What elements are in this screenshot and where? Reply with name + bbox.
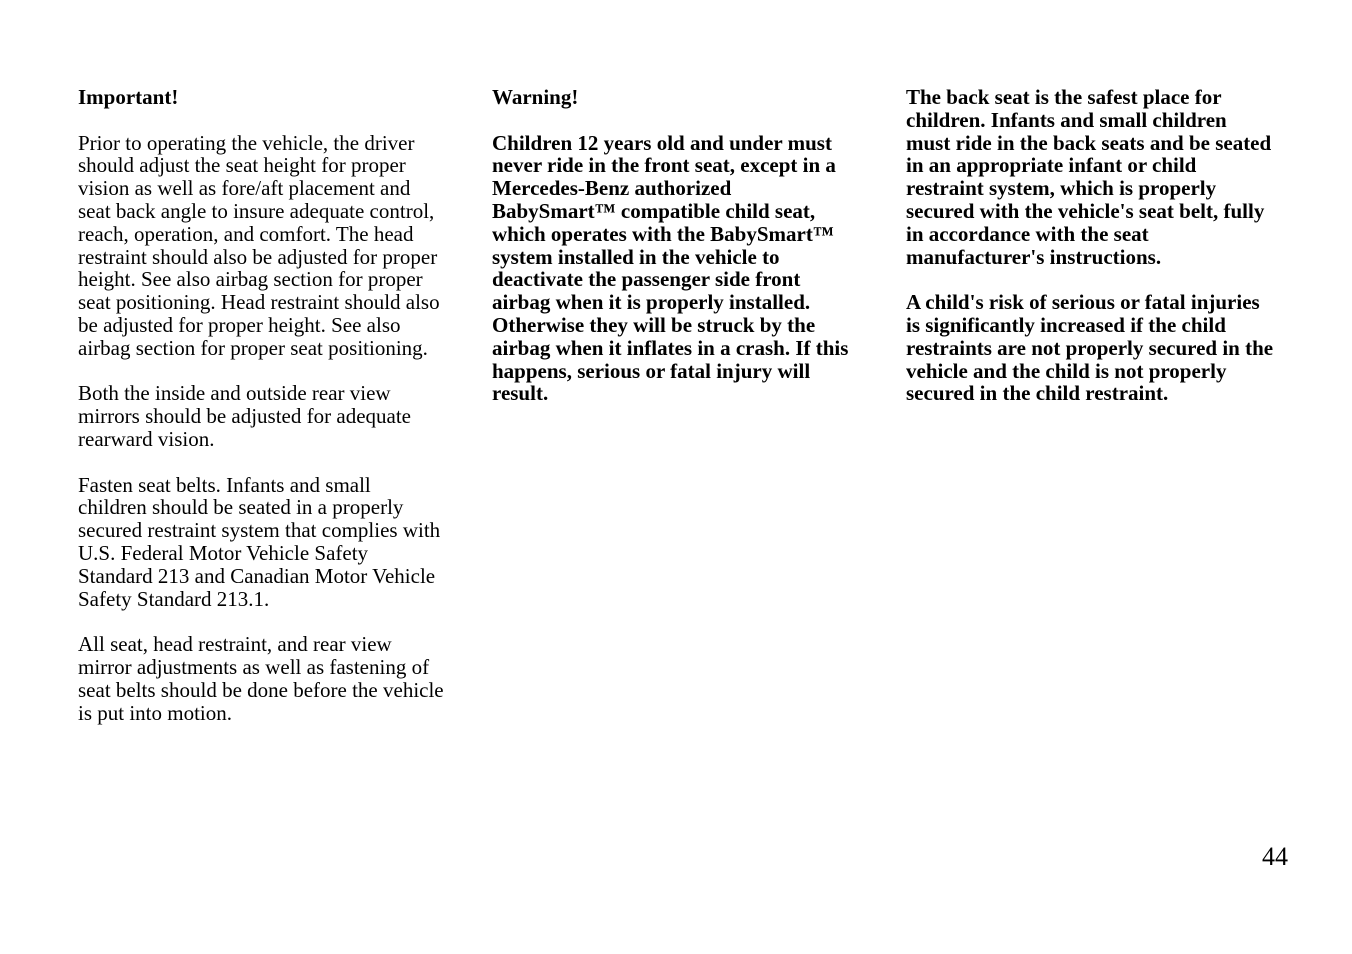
child-risk-paragraph: A child's risk of serious or fatal injuries is significantly increased if the child restraints are not properly secured in the vehicle and the child is not properly secured in the child restraint. xyxy=(906,290,1274,406)
mirror-adjustment-paragraph: Both the inside and outside rear view mirrors should be adjusted for adequate rearward vision. xyxy=(78,381,411,451)
middle-column xyxy=(492,86,856,428)
children-front-seat-warning-paragraph: Children 12 years old and under must never ride in the front seat, except in a Mercedes-Benz authorized BabySmart™ compatible child seat, which operates with the BabySmart™ system installed in the vehicle to deactivate the passenger side front airbag when it is properly installed. Otherwise they will be struck by the airbag when it inflates in a crash. If this happens, serious or fatal injury will result. xyxy=(492,130,849,406)
left-column xyxy=(78,86,444,747)
important-heading: Important! xyxy=(78,85,179,109)
back-seat-safety-paragraph: The back seat is the safest place for children. Infants and small children must ride in the back seats and be seated in an appropriate infant or child restraint system, which is properly secured with the vehicle's seat belt, fully in accordance with the seat manufacturer's instructions. xyxy=(906,85,1272,269)
right-column xyxy=(906,86,1276,428)
warning-heading: Warning! xyxy=(492,85,579,109)
adjustments-before-motion-paragraph: All seat, head restraint, and rear view mirror adjustments as well as fastening of seat belts should be done before the vehicle is put into motion. xyxy=(78,632,444,725)
seat-belts-paragraph: Fasten seat belts. Infants and small children should be seated in a properly secured restraint system that complies with U.S. Federal Motor Vehicle Safety Standard 213 and Canadian Motor Vehicle Safety Standard 213.1. xyxy=(78,472,441,611)
page-number: 44 xyxy=(1262,842,1288,871)
seat-adjustment-paragraph: Prior to operating the vehicle, the driver should adjust the seat height for proper vision as well as fore/aft placement and seat back angle to insure adequate control, reach, operation, and comfort. The head restraint should also be adjusted for proper height. See also airbag section for proper seat positioning. Head restraint should also be adjusted for proper height. See also airbag section for proper seat positioning. xyxy=(78,130,440,360)
